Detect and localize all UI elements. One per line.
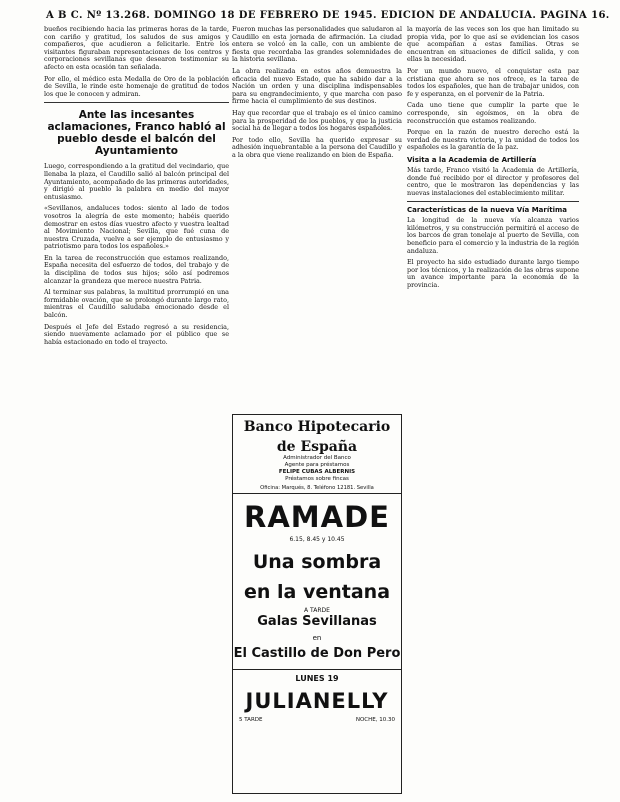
show-times: 6.15, 8.45 y 10.45 xyxy=(289,536,345,543)
column-middle xyxy=(232,26,402,164)
article-paragraph: Después el Jefe del Estado regresó a su residencia, siendo nuevamente aclamado por el público que se había estacionado en todo el trayecto. xyxy=(44,322,229,346)
article-paragraph: Cada uno tiene que cumplir la parte que le corresponde, sin egoísmos, en la obra de reconstrucción que estamos realizando. xyxy=(407,101,579,125)
divider xyxy=(407,201,579,202)
column-left xyxy=(44,26,229,350)
star-name: JULIANELLY xyxy=(245,689,389,713)
cinema-name: RAMADE xyxy=(244,500,390,534)
article-paragraph: La obra realizada en estos años demuestra la eficacia del nuevo Estado, que ha sabido dar a la Nación un orden y una disciplina indispensables para su engrandecimiento, y que marcha con paso firme hacia el cumplimiento de sus destinos. xyxy=(232,66,402,106)
column-right xyxy=(407,26,579,294)
article-paragraph: Luego, correspondiendo a la gratitud del vecindario, que llenaba la plaza, el Caudillo salió al balcón principal del Ayuntamiento, acompañado de las primeras autoridades, y dirigió al pueblo la palabra en medio del mayor entusiasmo. xyxy=(44,162,229,201)
article-paragraph: Al terminar sus palabras, la multitud prorrumpió en una formidable ovación, que se prolongó durante largo rato, mientras el Caudillo saludaba emocionado desde el balcón. xyxy=(44,288,229,320)
headline: Ante las incesantes aclamaciones, Franco habló al pueblo desde el balcón del Ayuntamiento xyxy=(47,109,226,158)
article-paragraph: «Sevillanos, andaluces todos: siento al lado de todos vosotros la alegría de este momento; habéis querido demostrar en estos días vuestro afecto y vuestra lealtad al Movimiento Nacional; Sevilla, que fué cuna de nuestra Cruzada, vuelve a ser ejemplo de entusiasmo y patriotismo para todos los españoles.» xyxy=(44,204,229,251)
article-paragraph: Por ello, el médico esta Medalla de Oro de la población de Sevilla, le rinde este homenaje de gratitud de todos los que le conocen y admiran. xyxy=(44,74,229,98)
bank-title: Banco Hipotecario xyxy=(243,419,391,435)
divider xyxy=(44,102,229,103)
film-title-line1: Una sombra xyxy=(252,551,382,573)
advertisement-block xyxy=(232,414,402,794)
show-title: Galas Sevillanas xyxy=(257,614,377,629)
article-paragraph: Porque en la razón de nuestro derecho está la verdad de nuestra victoria, y la unidad de todos los españoles es la garantía de la paz. xyxy=(407,128,579,152)
bank-address: Oficina: Marqués, 8. Teléfono 12181. Sevilla xyxy=(233,485,401,494)
article-paragraph: En la tarea de reconstrucción que estamos realizando, España necesita del esfuerzo de todos, del trabajo y de la disciplina de todos sus hijos; sólo así podremos alcanzar la grandeza que merece nuestra Patria. xyxy=(44,253,229,285)
article-paragraph: Hay que recordar que el trabajo es el único camino para la prosperidad de los pueblos, y que la justicia social ha de llegar a todos los hogares españoles. xyxy=(232,108,402,133)
section-subheading: Características de la nueva Vía Marítima xyxy=(407,206,567,215)
night-time: NOCHE, 10.30 xyxy=(355,717,395,723)
article-paragraph: bueños recibiendo hacia las primeras horas de la tarde, con cariño y gratitud, los saludos de sus amigos y compañeros, que acudieron a felicitarle. Entre los visitantes figuraban representaciones de los centros y corporaciones sevillanas que desearon testimoniar su afecto en esta ocasión tan señalada. xyxy=(44,25,229,71)
bank-subtitle: de España xyxy=(276,439,358,455)
session-times-row xyxy=(233,713,401,723)
bank-agent-name: FELIPE CUBAS ALBERNIS xyxy=(278,469,356,475)
connector-text: en xyxy=(312,634,322,642)
article-paragraph: Más tarde, Franco visitó la Academia de Artillería, donde fué recibido por el director y profesores del centro, que le mostraron las dependencias y las nuevas instalaciones del establecimiento militar. xyxy=(407,165,579,197)
bank-line: Préstamos sobre fincas xyxy=(285,476,349,482)
date-label: LUNES 19 xyxy=(233,669,401,683)
show-subtitle: El Castillo de Don Pero xyxy=(233,646,401,661)
afternoon-time: 5 TARDE xyxy=(239,717,263,723)
section-subheading: Visita a la Academia de Artillería xyxy=(407,155,537,164)
article-paragraph: Fueron muchas las personalidades que saludaron al Caudillo en esta jornada de afirmación. La ciudad entera se volcó en la calle, con un ambiente de fiesta que recordaba las grandes solemnidades de la historia sevillana. xyxy=(232,25,402,64)
article-paragraph: La longitud de la nueva vía alcanza varios kilómetros, y su construcción permitirá el acceso de los barcos de gran tonelaje al puerto de Sevilla, con beneficio para el comercio y la industria de la región andaluza. xyxy=(407,216,579,255)
session-label: A TARDE xyxy=(304,607,330,614)
page-header: A B C. Nº 13.268. DOMINGO 18 DE FEBRERO DE 1945. EDICION DE ANDALUCIA. PAGINA 16. xyxy=(46,10,610,21)
film-title-line2: en la ventana xyxy=(243,581,391,603)
article-paragraph: Por todo ello, Sevilla ha querido expresar su adhesión inquebrantable a la persona del Caudillo y a la obra que viene realizando en bien de España. xyxy=(232,135,402,159)
article-paragraph: la mayoría de las veces son los que han limitado su propia vida, por lo que así se evidencian los casos que acompañan a estas familias. Otras se encuentran en situaciones de difícil salida, y con ellas la necesidad. xyxy=(407,25,579,64)
article-paragraph: El proyecto ha sido estudiado durante largo tiempo por los técnicos, y la realización de las obras supone un avance importante para la economía de la provincia. xyxy=(407,258,579,290)
bank-line: Administrador del Banco xyxy=(283,455,351,461)
bank-line: Agente para préstamos xyxy=(284,462,350,468)
article-paragraph: Por un mundo nuevo, el conquistar esta paz cristiana que ahora se nos ofrece, es la tarea de todos los españoles, que han de trabajar unidos, con fe y esperanza, en el porvenir de la Patria. xyxy=(407,66,579,98)
